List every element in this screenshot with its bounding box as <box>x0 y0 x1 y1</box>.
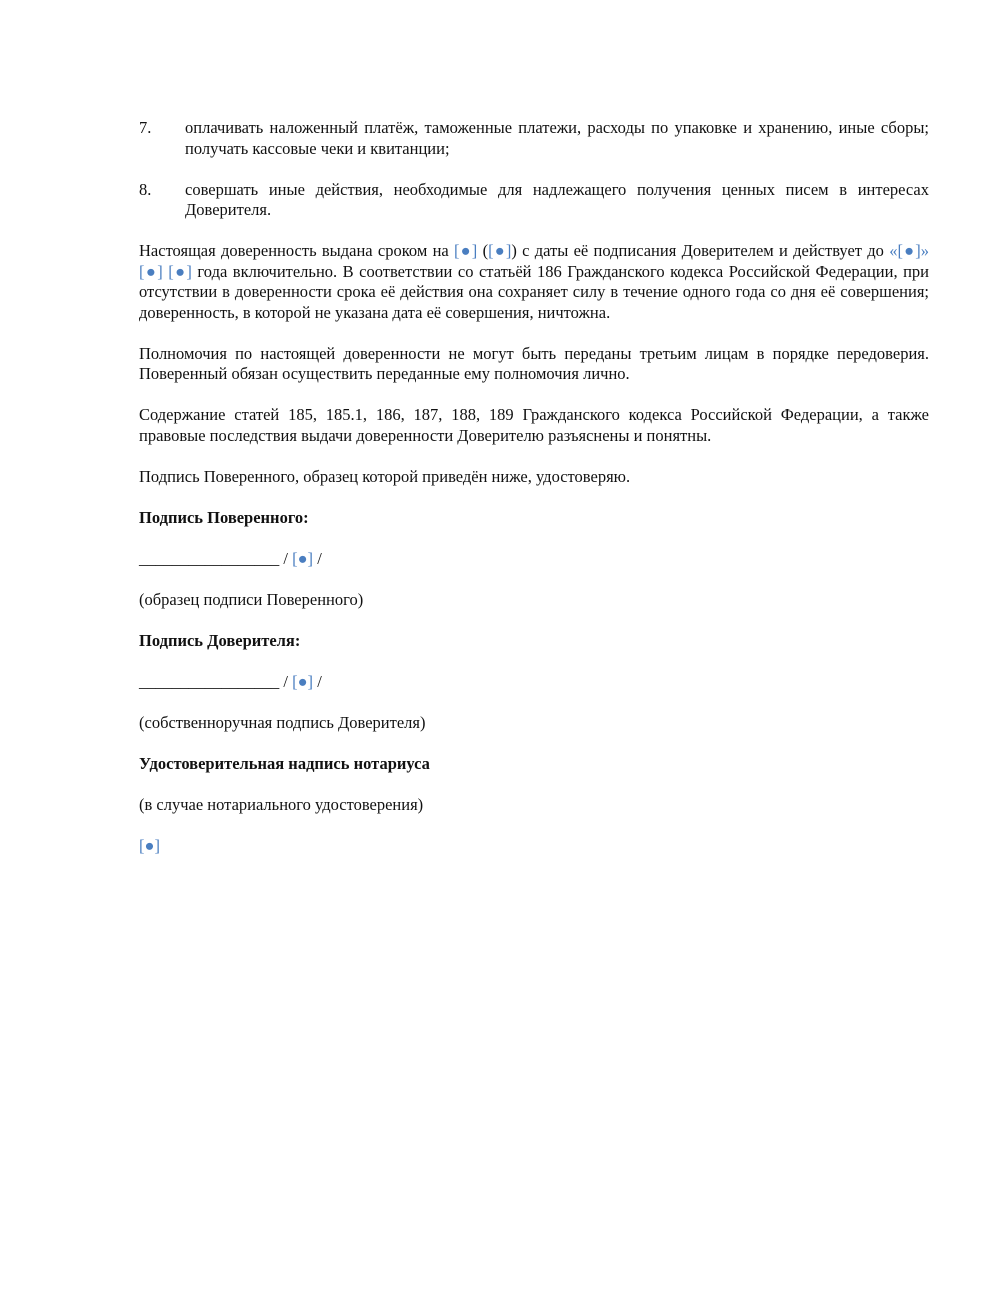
principal-signature-caption: (собственноручная подпись Доверителя) <box>139 712 426 732</box>
certify-paragraph: Подпись Поверенного, образец которой приведён ниже, удостоверяю. <box>139 466 631 486</box>
articles-paragraph: Содержание статей 185, 185.1, 186, 187, 188, 189 Гражданского кодекса Российской Федерации, а также правовые последствия выдачи доверенности Доверителю разъяснены и понятны. <box>139 405 929 445</box>
term-text-3: ) с даты её подписания Доверителем и действует до <box>511 241 890 260</box>
signature-underline: _________________ / <box>139 548 293 568</box>
notary-heading: Удостоверительная надпись нотариуса <box>139 753 430 773</box>
list-item-text: оплачивать наложенный платёж, таможенные платежи, расходы по упаковке и хранению, иные сборы; получать кассовые чеки и квитанции; <box>185 118 929 158</box>
notary-placeholder: [●] <box>139 835 160 855</box>
principal-name-placeholder: [●] <box>292 671 314 691</box>
signature-line-end: / <box>313 671 322 691</box>
term-placeholder-1: [●] <box>454 241 478 260</box>
list-item-7 <box>139 118 929 159</box>
term-placeholder-4: [●] <box>139 261 163 281</box>
document-page <box>139 118 929 877</box>
notary-caption: (в случае нотариального удостоверения) <box>139 794 424 814</box>
signature-underline: _________________ / <box>139 671 293 691</box>
principal-signature-line <box>139 672 929 693</box>
list-number: 7. <box>139 118 152 137</box>
attorney-signature-caption: (образец подписи Поверенного) <box>139 589 364 609</box>
list-item-text: совершать иные действия, необходимые для надлежащего получения ценных писем в интересах Доверителя. <box>185 179 929 219</box>
attorney-signature-heading: Подпись Поверенного: <box>139 507 309 527</box>
term-placeholder-5: [●] <box>168 261 192 281</box>
term-placeholder-2: [●] <box>488 241 512 260</box>
principal-signature-heading: Подпись Доверителя: <box>139 630 301 650</box>
list-number: 8. <box>139 179 152 199</box>
attorney-name-placeholder: [●] <box>292 548 314 568</box>
term-text-1: Настоящая доверенность выдана сроком на <box>139 241 455 260</box>
term-text-2: ( <box>477 241 489 260</box>
term-placeholder-3: «[●]» <box>889 241 929 260</box>
signature-line-end: / <box>313 548 322 568</box>
list-item-8 <box>139 180 929 221</box>
delegation-paragraph: Полномочия по настоящей доверенности не могут быть переданы третьим лицам в порядке передоверия. Поверенный обязан осуществить переданные ему полномочия лично. <box>139 343 929 383</box>
attorney-signature-line <box>139 549 929 570</box>
term-text-6: года включительно. В соответствии со статьёй 186 Гражданского кодекса Российской Федерации, при отсутствии в доверенности срока её действия она сохраняет силу в течение одного года со дня её совершения; доверенность, в которой не указана дата её совершения, ничтожна. <box>139 261 930 322</box>
term-paragraph <box>139 241 929 323</box>
